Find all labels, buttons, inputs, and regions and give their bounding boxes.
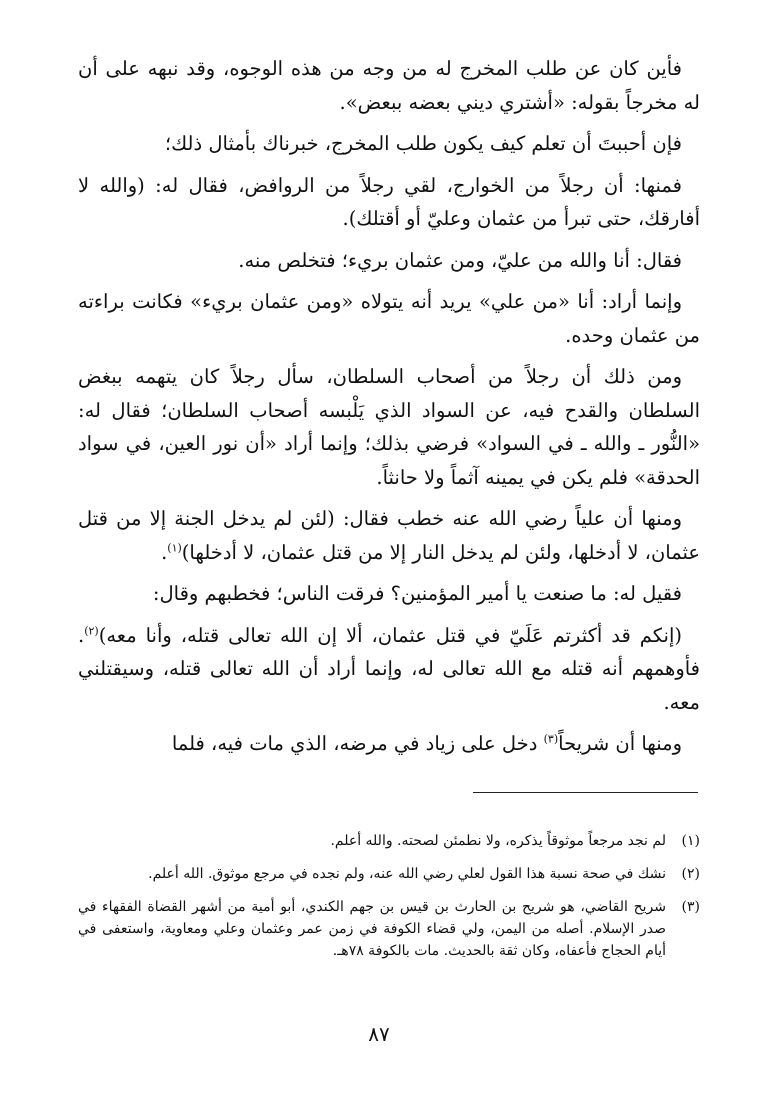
footnote (78, 896, 700, 962)
footnotes (78, 830, 700, 973)
footnote-number: (٣) (681, 899, 700, 915)
paragraph-text: ومنها أن علياً رضي الله عنه خطب فقال: (لئن لم يدخل الجنة إلا من قتل عثمان، لا أدخلها، ولئن لم يدخل النار إلا من قتل عثمان، لا أدخلها) (78, 507, 700, 564)
paragraph-text: فأوهمهم أنه قتله مع الله تعالى له، وإنما أراد أن الله تعالى قتله، وسيقتلني معه. (78, 657, 700, 714)
paragraph: فإن أحببتَ أن تعلم كيف يكون طلب المخرج، خبرناك بأمثال ذلك؛ (164, 132, 682, 155)
footnote-text: شريح القاضي، هو شريح بن الحارث بن قيس بن جهم الكندي، أبو أمية من أشهر القضاة الفقهاء في صدر الإسلام. أصله من اليمن، ولي قضاء الكوفة في زمن عمر وعثمان وعلي ومعاوية، واستعفى في أيام الحجاج فأعفاه، وكان ثقة بالحديث. مات بالكوفة ٧٨هـ. (78, 899, 666, 959)
paragraph: فمنها: أن رجلاً من الخوارج، لقي رجلاً من الروافض، فقال له: (والله لا أفارقك، حتى تبرأ من عثمان وعليّ أو أقتلك). (78, 173, 700, 230)
paragraph: (إنكم قد أكثرتم عَلَيّ في قتل عثمان، ألا إن الله تعالى قتله، وأنا معه)$^{(٢)}$. فأوهمهم أنه قتله مع الله تعالى له، وإنما أراد أن الله تعالى قتله، وسيقتلني معه. (78, 623, 700, 714)
paragraph (78, 502, 700, 569)
paragraph-text: ومنها أن شريحاً (558, 732, 682, 755)
footnote-separator (473, 792, 698, 793)
footnote-ref: (١) (167, 541, 182, 554)
footnote (78, 863, 700, 885)
paragraph (78, 727, 700, 761)
paragraph-text: (إنكم قد أكثرتم عَلَيّ في قتل عثمان، ألا إن الله تعالى قتله، وأنا معه) (98, 623, 682, 647)
footnote-ref: (٢) (84, 624, 99, 637)
footnote-text: لم نجد مرجعاً موثوقاً يذكره، ولا نطمئن لصحته. والله أعلم. (330, 833, 666, 849)
paragraph: وإنما أراد: أنا «من علي» يريد أنه يتولاه «ومن عثمان بريء» فكانت براءته من عثمان وحده. (78, 290, 700, 347)
footnote-number: (١) (681, 833, 700, 849)
paragraph-text: دخل على زياد في مرضه، الذي مات فيه، فلما (171, 732, 538, 755)
footnote (78, 830, 700, 852)
paragraph: ومن ذلك أن رجلاً من أصحاب السلطان، سأل رجلاً كان يتهمه ببغض السلطان والقدح فيه، عن السواد الذي يَلْبسه أصحاب السلطان؛ فقال له: «النُّور ـ والله ـ في السواد» فرضي بذلك؛ وإنما أراد «أن نور العين، في سواد الحدقة» فلم يكن في يمينه آثماً ولا حانثاً. (78, 365, 700, 489)
footnote-number: (٢) (681, 866, 700, 882)
paragraph: فقال: أنا والله من عليّ، ومن عثمان بريء؛ فتخلص منه. (238, 248, 682, 272)
footnote-text: نشك في صحة نسبة هذا القول لعلي رضي الله عنه، ولم نجده في مرجع موثوق. الله أعلم. (148, 866, 666, 882)
paragraph: فقيل له: ما صنعت يا أمير المؤمنين؟ فرقت الناس؛ فخطبهم وقال: (152, 582, 682, 605)
footnote-ref: (٣) (543, 732, 559, 746)
page-number: ٨٧ (368, 1022, 390, 1046)
main-text (78, 52, 700, 769)
paragraph: فأين كان عن طلب المخرج له من وجه من هذه الوجوه، وقد نبهه على أن له مخرجاً بقوله: «أشتري ديني بعضه ببعض». (78, 57, 700, 114)
period: . (161, 540, 168, 564)
